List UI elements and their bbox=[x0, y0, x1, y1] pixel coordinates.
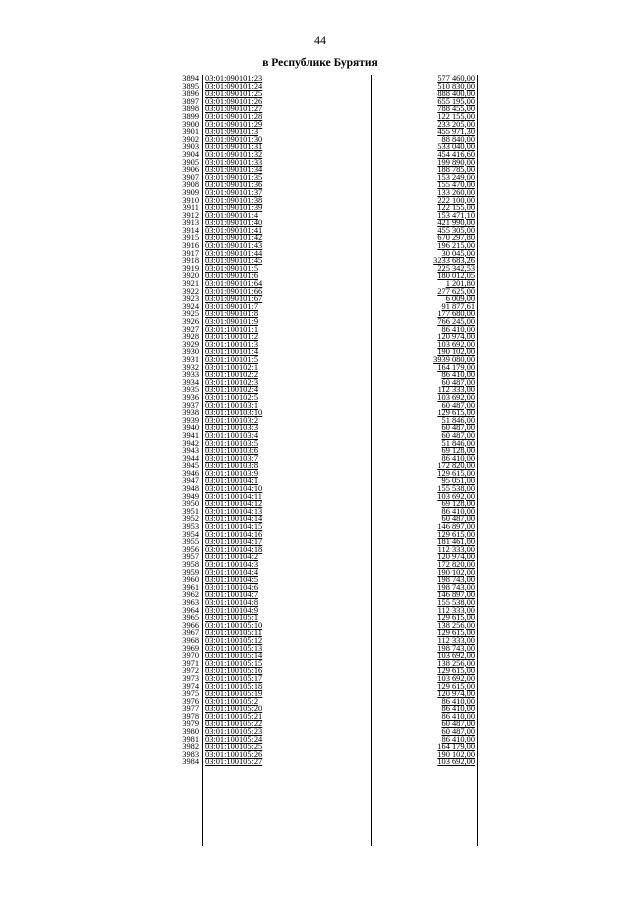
row-number: 3900 bbox=[182, 119, 199, 129]
row-number: 3973 bbox=[182, 673, 199, 683]
row-number: 3935 bbox=[182, 385, 199, 395]
cadastral-value: 277 625,00 bbox=[437, 286, 475, 296]
row-number: 3959 bbox=[182, 567, 199, 577]
cadastral-value: 60 487,00 bbox=[441, 400, 475, 410]
cadastral-value: 112 333,00 bbox=[437, 544, 475, 554]
cadastral-value: 172 820,00 bbox=[437, 461, 475, 471]
cadastral-number: 03:01:090101:45 bbox=[205, 256, 263, 266]
cadastral-number: 03:01:100103:7 bbox=[205, 453, 259, 463]
cadastral-value: 655 195,00 bbox=[437, 96, 475, 106]
row-number: 3930 bbox=[182, 347, 199, 357]
row-number: 3916 bbox=[182, 241, 199, 251]
cadastral-number: 03:01:090101:27 bbox=[205, 104, 263, 114]
cadastral-value: 86 410,00 bbox=[441, 324, 475, 334]
cadastral-number: 03:01:090101:26 bbox=[205, 96, 263, 106]
cadastral-number: 03:01:100105:21 bbox=[205, 711, 263, 721]
cadastral-value: 122 155,00 bbox=[437, 111, 475, 121]
row-number: 3956 bbox=[182, 544, 199, 554]
row-number: 3899 bbox=[182, 111, 199, 121]
cadastral-value: 138 256,00 bbox=[437, 620, 475, 630]
row-number: 3936 bbox=[182, 392, 199, 402]
cadastral-number: 03:01:090101:38 bbox=[205, 195, 263, 205]
cadastral-value: 190 102,00 bbox=[437, 749, 475, 759]
cadastral-value: 155 538,00 bbox=[437, 597, 475, 607]
cadastral-number: 03:01:090101:7 bbox=[205, 301, 259, 311]
row-number: 3905 bbox=[182, 157, 199, 167]
cadastral-number: 03:01:090101:37 bbox=[205, 187, 263, 197]
cadastral-number: 03:01:100105:17 bbox=[205, 673, 263, 683]
cadastral-number: 03:01:090101:66 bbox=[205, 286, 263, 296]
cadastral-number: 03:01:100104:10 bbox=[205, 484, 263, 494]
cadastral-number: 03:01:100103:2 bbox=[205, 415, 259, 425]
cadastral-value: 510 830,00 bbox=[437, 81, 475, 91]
cadastral-number: 03:01:100104:14 bbox=[205, 514, 263, 524]
cadastral-value: 129 615,00 bbox=[437, 529, 475, 539]
cadastral-number: 03:01:100105:25 bbox=[205, 742, 263, 752]
row-number: 3948 bbox=[182, 484, 199, 494]
section-heading: в Республике Бурятия bbox=[262, 57, 378, 69]
row-number: 3953 bbox=[182, 522, 199, 532]
row-number: 3903 bbox=[182, 142, 199, 152]
cadastral-value: 788 455,00 bbox=[437, 104, 475, 114]
cadastral-value: 1 201,80 bbox=[445, 279, 475, 289]
row-number: 3894 bbox=[182, 74, 199, 83]
row-number: 3933 bbox=[182, 370, 199, 380]
cadastral-value: 164 179,00 bbox=[437, 362, 475, 372]
row-number: 3928 bbox=[182, 332, 199, 342]
cadastral-number: 03:01:090101:33 bbox=[205, 157, 263, 167]
row-number: 3904 bbox=[182, 149, 199, 159]
row-number: 3940 bbox=[182, 423, 199, 433]
cadastral-value: 60 487,00 bbox=[441, 377, 475, 387]
cadastral-value: 95 051,00 bbox=[441, 476, 475, 486]
row-number: 3924 bbox=[182, 301, 199, 311]
cadastral-value: 577 460,00 bbox=[437, 74, 475, 83]
cadastral-number: 03:01:100105:24 bbox=[205, 734, 263, 744]
row-number: 3970 bbox=[182, 651, 199, 661]
cadastral-value: 146 897,00 bbox=[437, 590, 475, 600]
row-number: 3925 bbox=[182, 309, 199, 319]
cadastral-value: 103 692,00 bbox=[437, 392, 475, 402]
row-number: 3941 bbox=[182, 430, 199, 440]
cadastral-value: 129 615,00 bbox=[437, 666, 475, 676]
cadastral-number: 03:01:100105:19 bbox=[205, 689, 263, 699]
cadastral-number: 03:01:100103:9 bbox=[205, 468, 259, 478]
cadastral-number: 03:01:100103:8 bbox=[205, 461, 259, 471]
cadastral-number: 03:01:100104:15 bbox=[205, 522, 263, 532]
cadastral-number: 03:01:090101:30 bbox=[205, 134, 263, 144]
cadastral-value: 233 205,00 bbox=[437, 119, 475, 129]
row-number: 3950 bbox=[182, 499, 199, 509]
cadastral-value: 103 692,00 bbox=[437, 491, 475, 501]
cadastral-number: 03:01:100103:4 bbox=[205, 430, 259, 440]
cadastral-number: 03:01:090101:41 bbox=[205, 225, 263, 235]
cadastral-value: 86 410,00 bbox=[441, 506, 475, 516]
cadastral-value: 120 974,00 bbox=[437, 552, 475, 562]
row-number: 3929 bbox=[182, 339, 199, 349]
cadastral-value: 69 128,00 bbox=[441, 499, 475, 509]
cadastral-number: 03:01:100104:8 bbox=[205, 597, 259, 607]
row-number: 3939 bbox=[182, 415, 199, 425]
cadastral-number: 03:01:100104:18 bbox=[205, 544, 263, 554]
cadastral-value: 129 615,00 bbox=[437, 468, 475, 478]
cadastral-number: 03:01:100105:14 bbox=[205, 651, 263, 661]
row-number: 3949 bbox=[182, 491, 199, 501]
cadastral-value: 51 846,00 bbox=[441, 438, 475, 448]
cadastral-value: 222 100,00 bbox=[437, 195, 475, 205]
cadastral-value: 533 040,00 bbox=[437, 142, 475, 152]
cadastral-number: 03:01:090101:6 bbox=[205, 271, 259, 281]
cadastral-value: 60 487,00 bbox=[441, 719, 475, 729]
cadastral-number: 03:01:090101:25 bbox=[205, 89, 263, 99]
cadastral-value: 199 890,00 bbox=[437, 157, 475, 167]
cadastral-value: 133 260,00 bbox=[437, 187, 475, 197]
cadastral-value: 153 471,10 bbox=[437, 210, 475, 220]
row-number: 3961 bbox=[182, 582, 199, 592]
row-number: 3943 bbox=[182, 446, 199, 456]
cadastral-number: 03:01:090101:28 bbox=[205, 111, 263, 121]
cadastral-value: 188 785,00 bbox=[437, 165, 475, 175]
cadastral-value: 146 897,00 bbox=[437, 522, 475, 532]
row-number: 3944 bbox=[182, 453, 199, 463]
row-number: 3914 bbox=[182, 225, 199, 235]
row-number: 3902 bbox=[182, 134, 199, 144]
cadastral-number: 03:01:090101:35 bbox=[205, 172, 263, 182]
cadastral-value: 888 400,00 bbox=[437, 89, 475, 99]
cadastral-number: 03:01:100102:5 bbox=[205, 392, 259, 402]
page-number: 44 bbox=[314, 33, 326, 47]
cadastral-number: 03:01:090101:67 bbox=[205, 294, 263, 304]
cadastral-value: 30 045,00 bbox=[441, 248, 475, 258]
cadastral-value: 3939 080,00 bbox=[433, 354, 475, 364]
cadastral-value-table bbox=[163, 75, 479, 846]
row-number: 3967 bbox=[182, 628, 199, 638]
cadastral-number: 03:01:100105:15 bbox=[205, 658, 263, 668]
row-number: 3974 bbox=[182, 681, 199, 691]
cadastral-number: 03:01:100104:4 bbox=[205, 567, 259, 577]
row-number: 3947 bbox=[182, 476, 199, 486]
cadastral-number: 03:01:100102:3 bbox=[205, 377, 259, 387]
row-number: 3963 bbox=[182, 597, 199, 607]
cadastral-number: 03:01:100103:1 bbox=[205, 400, 259, 410]
cadastral-number: 03:01:100105:12 bbox=[205, 635, 263, 645]
cadastral-value: 91 877,61 bbox=[441, 301, 475, 311]
cadastral-number: 03:01:100104:6 bbox=[205, 582, 259, 592]
cadastral-value: 86 410,00 bbox=[441, 711, 475, 721]
row-number: 3975 bbox=[182, 689, 199, 699]
cadastral-value: 60 487,00 bbox=[441, 727, 475, 737]
row-number: 3908 bbox=[182, 180, 199, 190]
row-number: 3982 bbox=[182, 742, 199, 752]
cadastral-number: 03:01:100102:4 bbox=[205, 385, 259, 395]
row-number: 3931 bbox=[182, 354, 199, 364]
row-number: 3981 bbox=[182, 734, 199, 744]
cadastral-number: 03:01:090101:24 bbox=[205, 81, 263, 91]
row-number: 3932 bbox=[182, 362, 199, 372]
row-number: 3895 bbox=[182, 81, 199, 91]
cadastral-value: 180 012,05 bbox=[437, 271, 475, 281]
row-number: 3906 bbox=[182, 165, 199, 175]
row-number: 3972 bbox=[182, 666, 199, 676]
cadastral-value: 103 692,00 bbox=[437, 651, 475, 661]
cadastral-value: 103 692,00 bbox=[437, 339, 475, 349]
cadastral-number: 03:01:100103:10 bbox=[205, 408, 263, 418]
cadastral-value: 198 743,00 bbox=[437, 575, 475, 585]
table-row bbox=[163, 758, 479, 766]
cadastral-number: 03:01:100104:16 bbox=[205, 529, 263, 539]
cadastral-value: 455 971,30 bbox=[437, 127, 475, 137]
row-number: 3969 bbox=[182, 643, 199, 653]
cadastral-value: 86 410,00 bbox=[441, 704, 475, 714]
cadastral-number: 03:01:090101:9 bbox=[205, 317, 259, 326]
cadastral-number: 03:01:090101:23 bbox=[205, 74, 263, 83]
cadastral-value: 60 487,00 bbox=[441, 430, 475, 440]
table-rows bbox=[163, 75, 479, 766]
cadastral-number: 03:01:090101:5 bbox=[205, 263, 259, 273]
row-number: 3971 bbox=[182, 658, 199, 668]
row-number: 3921 bbox=[182, 279, 199, 289]
row-number: 3966 bbox=[182, 620, 199, 630]
row-number: 3968 bbox=[182, 635, 199, 645]
row-number: 3960 bbox=[182, 575, 199, 585]
cadastral-value: 766 245,00 bbox=[437, 317, 475, 326]
cadastral-number: 03:01:090101:8 bbox=[205, 309, 259, 319]
cadastral-number: 03:01:100105:16 bbox=[205, 666, 263, 676]
row-number: 3911 bbox=[182, 203, 199, 213]
row-number: 3919 bbox=[182, 263, 199, 273]
cadastral-value: 6 009,00 bbox=[445, 294, 475, 304]
row-number: 3980 bbox=[182, 727, 199, 737]
cadastral-number: 03:01:100105:2 bbox=[205, 696, 259, 706]
cadastral-number: 03:01:100105:20 bbox=[205, 704, 263, 714]
cadastral-value: 164 179,00 bbox=[437, 742, 475, 752]
row-number: 3896 bbox=[182, 89, 199, 99]
cadastral-number: 03:01:100105:11 bbox=[205, 628, 262, 638]
cadastral-value: 86 410,00 bbox=[441, 370, 475, 380]
row-number: 3922 bbox=[182, 286, 199, 296]
row-number: 3958 bbox=[182, 560, 199, 569]
cadastral-number: 03:01:100105:13 bbox=[205, 643, 263, 653]
cadastral-number: 03:01:100105:22 bbox=[205, 719, 263, 729]
cadastral-value: 103 692,00 bbox=[437, 757, 475, 767]
cadastral-value: 138 256,00 bbox=[437, 658, 475, 668]
cadastral-value: 129 615,00 bbox=[437, 613, 475, 623]
cadastral-number: 03:01:100101:4 bbox=[205, 347, 259, 357]
cadastral-number: 03:01:090101:36 bbox=[205, 180, 263, 190]
cadastral-number: 03:01:100105:18 bbox=[205, 681, 263, 691]
cadastral-number: 03:01:100105:1 bbox=[205, 613, 259, 623]
cadastral-value: 177 680,00 bbox=[437, 309, 475, 319]
row-number: 3915 bbox=[182, 233, 199, 243]
row-number: 3942 bbox=[182, 438, 199, 448]
cadastral-value: 112 333,00 bbox=[437, 385, 475, 395]
cadastral-number: 03:01:100104:3 bbox=[205, 560, 259, 569]
cadastral-number: 03:01:100104:1 bbox=[205, 476, 259, 486]
cadastral-value: 122 155,00 bbox=[437, 203, 475, 213]
cadastral-value: 129 615,00 bbox=[437, 628, 475, 638]
cadastral-value: 129 615,00 bbox=[437, 681, 475, 691]
row-number: 3945 bbox=[182, 461, 199, 471]
cadastral-number: 03:01:090101:29 bbox=[205, 119, 263, 129]
cadastral-value: 670 297,80 bbox=[437, 233, 475, 243]
cadastral-number: 03:01:100103:6 bbox=[205, 446, 259, 456]
row-number: 3920 bbox=[182, 271, 199, 281]
row-number: 3917 bbox=[182, 248, 199, 258]
row-number: 3964 bbox=[182, 605, 199, 615]
row-number: 3910 bbox=[182, 195, 199, 205]
cadastral-number: 03:01:090101:64 bbox=[205, 279, 263, 289]
cadastral-value: 190 102,00 bbox=[437, 567, 475, 577]
row-number: 3952 bbox=[182, 514, 199, 524]
cadastral-number: 03:01:100104:2 bbox=[205, 552, 259, 562]
cadastral-value: 455 305,00 bbox=[437, 225, 475, 235]
cadastral-number: 03:01:100105:10 bbox=[205, 620, 263, 630]
cadastral-number: 03:01:100102:2 bbox=[205, 370, 259, 380]
cadastral-value: 190 102,00 bbox=[437, 347, 475, 357]
cadastral-value: 88 840,00 bbox=[441, 134, 475, 144]
row-number: 3938 bbox=[182, 408, 199, 418]
cadastral-value: 86 410,00 bbox=[441, 734, 475, 744]
cadastral-number: 03:01:100102:1 bbox=[205, 362, 259, 372]
cadastral-number: 03:01:090101:39 bbox=[205, 203, 263, 213]
cadastral-number: 03:01:100101:2 bbox=[205, 332, 259, 342]
row-number: 3907 bbox=[182, 172, 199, 182]
cadastral-number: 03:01:100104:7 bbox=[205, 590, 259, 600]
cadastral-value: 69 128,00 bbox=[441, 446, 475, 456]
cadastral-value: 421 990,00 bbox=[437, 218, 475, 228]
cadastral-value: 155 470,00 bbox=[437, 180, 475, 190]
row-number: 3913 bbox=[182, 218, 199, 228]
cadastral-value: 60 487,00 bbox=[441, 423, 475, 433]
cadastral-value: 120 974,00 bbox=[437, 332, 475, 342]
row-number: 3978 bbox=[182, 711, 199, 721]
cadastral-number: 03:01:090101:31 bbox=[205, 142, 263, 152]
cadastral-value: 112 333,00 bbox=[437, 605, 475, 615]
cadastral-number: 03:01:100105:23 bbox=[205, 727, 263, 737]
cadastral-number: 03:01:100104:9 bbox=[205, 605, 259, 615]
cadastral-number: 03:01:100104:13 bbox=[205, 506, 263, 516]
cadastral-number: 03:01:100103:5 bbox=[205, 438, 259, 448]
cadastral-number: 03:01:100101:3 bbox=[205, 339, 259, 349]
cadastral-number: 03:01:090101:43 bbox=[205, 241, 263, 251]
cadastral-number: 03:01:100104:5 bbox=[205, 575, 259, 585]
row-number: 3909 bbox=[182, 187, 199, 197]
row-number: 3951 bbox=[182, 506, 199, 516]
cadastral-value: 60 487,00 bbox=[441, 514, 475, 524]
row-number: 3901 bbox=[182, 127, 199, 137]
cadastral-value: 86 410,00 bbox=[441, 453, 475, 463]
cadastral-number: 03:01:100103:3 bbox=[205, 423, 259, 433]
row-number: 3918 bbox=[182, 256, 199, 266]
cadastral-value: 153 249,00 bbox=[437, 172, 475, 182]
cadastral-value: 196 215,00 bbox=[437, 241, 475, 251]
cadastral-number: 03:01:100105:26 bbox=[205, 749, 263, 759]
cadastral-number: 03:01:090101:40 bbox=[205, 218, 263, 228]
row-number: 3955 bbox=[182, 537, 199, 547]
row-number: 3983 bbox=[182, 749, 199, 759]
row-number: 3962 bbox=[182, 590, 199, 600]
cadastral-value: 112 333,00 bbox=[437, 635, 475, 645]
cadastral-value: 129 615,00 bbox=[437, 408, 475, 418]
row-number: 3946 bbox=[182, 468, 199, 478]
row-number: 3937 bbox=[182, 400, 199, 410]
row-number: 3979 bbox=[182, 719, 199, 729]
cadastral-number: 03:01:090101:34 bbox=[205, 165, 263, 175]
cadastral-number: 03:01:090101:44 bbox=[205, 248, 263, 258]
cadastral-number: 03:01:090101:42 bbox=[205, 233, 263, 243]
cadastral-number: 03:01:100101:1 bbox=[205, 324, 259, 334]
cadastral-number: 03:01:100104:17 bbox=[205, 537, 263, 547]
row-number: 3898 bbox=[182, 104, 199, 114]
row-number: 3926 bbox=[182, 317, 199, 326]
cadastral-number: 03:01:090101:32 bbox=[205, 149, 263, 159]
row-number: 3984 bbox=[182, 757, 199, 767]
cadastral-value: 198 743,00 bbox=[437, 643, 475, 653]
cadastral-number: 03:01:100104:12 bbox=[205, 499, 263, 509]
row-number: 3923 bbox=[182, 294, 199, 304]
cadastral-value: 225 342,53 bbox=[437, 263, 475, 273]
cadastral-value: 3233 683,26 bbox=[433, 256, 475, 266]
cadastral-value: 103 692,00 bbox=[437, 673, 475, 683]
cadastral-number: 03:01:100105:27 bbox=[205, 757, 263, 767]
cadastral-number: 03:01:090101:3 bbox=[205, 127, 259, 137]
cadastral-value: 198 743,00 bbox=[437, 582, 475, 592]
row-number: 3977 bbox=[182, 704, 199, 714]
row-number: 3927 bbox=[182, 324, 199, 334]
cadastral-value: 172 820,00 bbox=[437, 560, 475, 569]
row-number: 3897 bbox=[182, 96, 199, 106]
row-number: 3912 bbox=[182, 210, 199, 220]
cadastral-number: 03:01:100101:5 bbox=[205, 354, 259, 364]
cadastral-value: 51 846,00 bbox=[441, 415, 475, 425]
cadastral-number: 03:01:100104:11 bbox=[205, 491, 262, 501]
cadastral-number: 03:01:090101:4 bbox=[205, 210, 259, 220]
row-number: 3957 bbox=[182, 552, 199, 562]
cadastral-value: 86 410,00 bbox=[441, 696, 475, 706]
row-number: 3954 bbox=[182, 529, 199, 539]
row-number: 3934 bbox=[182, 377, 199, 387]
cadastral-value: 181 461,00 bbox=[437, 537, 475, 547]
row-number: 3965 bbox=[182, 613, 199, 623]
row-number: 3976 bbox=[182, 696, 199, 706]
cadastral-value: 120 974,00 bbox=[437, 689, 475, 699]
cadastral-value: 454 416,60 bbox=[437, 149, 475, 159]
cadastral-value: 155 538,00 bbox=[437, 484, 475, 494]
